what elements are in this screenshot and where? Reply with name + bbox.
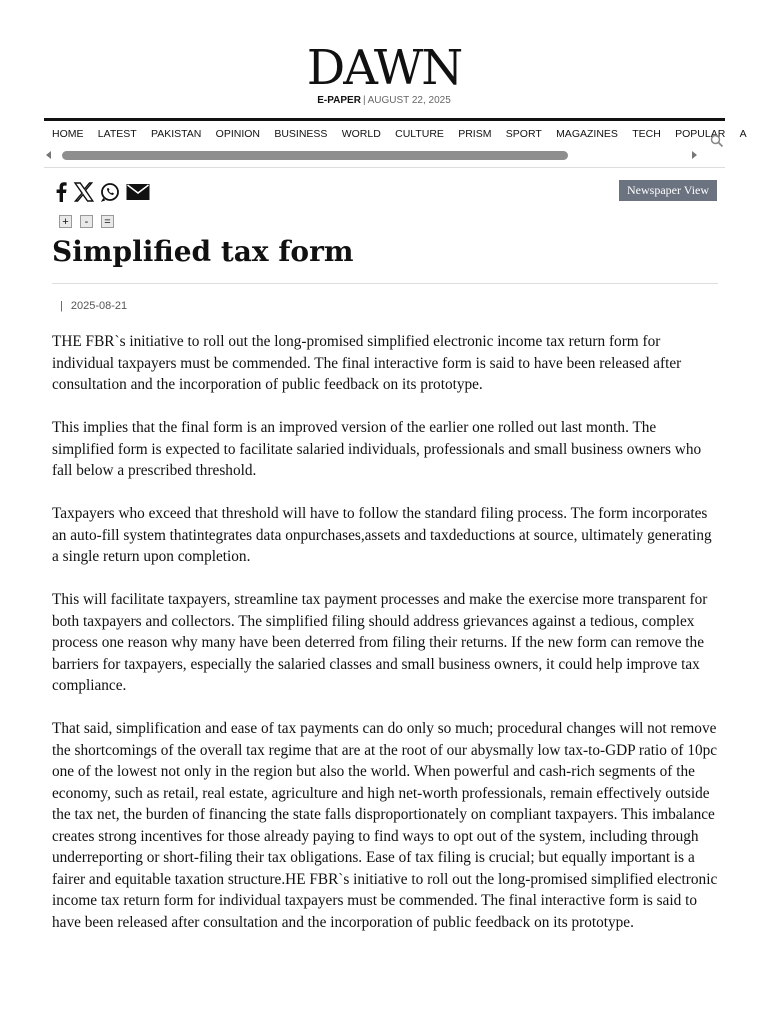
nav-item-popular[interactable]: POPULAR [675, 128, 726, 140]
nav-item-opinion[interactable]: OPINION [215, 128, 261, 140]
article-paragraph: This implies that the final form is an improved version of the earlier one rolled out last month. The simplified form is expected to facilitate salaried individuals, professionals and small business owners who fall below a prescribed threshold. [52, 419, 702, 479]
facebook-icon[interactable] [54, 182, 68, 202]
nav-item-home[interactable]: HOME [52, 128, 84, 140]
edition-date: AUGUST 22, 2025 [367, 95, 451, 106]
article-paragraph: This will facilitate taxpayers, streamline tax payment processes and make the exercise more transparent for both taxpayers and collectors. The simplified filing should address grievances against a tedious, complex process one reason why many have been deterred from filing their returns. If the new form can remove the barriers for taxpayers, especially the salaried classes and small business owners, it could help improve tax compliance. [52, 591, 708, 694]
article-paragraph: THE FBR`s initiative to roll out the long-promised simplified electronic income tax return form for individual taxpayers must be commended. The final interactive form is said to have been released after consultation and the incorporation of public feedback on its prototype. [52, 333, 682, 393]
nav-item-sport[interactable]: SPORT [505, 128, 542, 140]
article-meta [60, 300, 127, 312]
email-icon[interactable] [126, 183, 150, 201]
article-paragraph: That said, simplification and ease of tax payments can do only so much; procedural changes will not remove the shortcomings of the overall tax regime that are at the root of our abysmally low tax-to-GDP ratio of 10pc one of the lowest not only in the region but also the world. When powerful and cash-rich segments of the economy, such as retail, real estate, agriculture and high net-worth professionals, remain effectively outside the tax net, the burden of financing the state falls disproportionately on compliant taxpayers. This imbalance creates strong incentives for those already paying to find ways to opt out of the system, including through underreporting or short-filing their tax obligations. Ease of tax filing is crucial; but equally important is a fairer and equitable taxation structure.HE FBR`s initiative to roll out the long-promised simplified electronic income tax return form for individual taxpayers must be commended. The final interactive form is said to have been released after consultation and the incorporation of public feedback on its prototype. [52, 720, 718, 931]
title-divider [52, 283, 718, 284]
dawn-logo[interactable]: DAWN [306, 40, 462, 96]
scroll-right-arrow-icon[interactable] [692, 151, 697, 159]
x-icon[interactable] [74, 182, 94, 202]
nav-item-prism[interactable]: PRISM [458, 128, 492, 140]
nav-item-magazines[interactable]: MAGAZINES [556, 128, 618, 140]
article-date: 2025-08-21 [70, 300, 128, 312]
nav-item-world[interactable]: WORLD [341, 128, 381, 140]
share-bar [54, 182, 150, 202]
search-icon[interactable] [710, 134, 724, 148]
scroll-left-arrow-icon[interactable] [46, 151, 51, 159]
article-paragraph: Taxpayers who exceed that threshold will have to follow the standard filing process. The form incorporates an auto-fill system thatintegrates data onpurchases,assets and taxdeductions at source, ultimately generating a single return upon completion. [52, 505, 712, 565]
scroll-thumb[interactable] [62, 151, 568, 160]
main-nav [52, 128, 747, 142]
edition-separator: | [362, 95, 366, 106]
font-increase-button[interactable]: + [59, 215, 72, 228]
edition-label: E-PAPER [317, 95, 361, 106]
nav-item-culture[interactable]: CULTURE [395, 128, 444, 140]
font-decrease-button[interactable]: - [80, 215, 93, 228]
article-title: Simplified tax form [52, 235, 354, 268]
article-body [52, 331, 718, 955]
font-reset-button[interactable]: = [101, 215, 114, 228]
newspaper-view-button[interactable]: Newspaper View [619, 180, 717, 201]
nav-scrollbar[interactable] [44, 149, 704, 163]
nav-item-a[interactable]: A [739, 128, 747, 140]
meta-separator: | [60, 300, 63, 312]
nav-item-latest[interactable]: LATEST [97, 128, 137, 140]
edition-line [0, 95, 768, 106]
nav-bottom-rule [44, 167, 725, 168]
nav-item-pakistan[interactable]: PAKISTAN [151, 128, 202, 140]
nav-item-business[interactable]: BUSINESS [274, 128, 328, 140]
whatsapp-icon[interactable] [100, 182, 120, 202]
nav-item-tech[interactable]: TECH [632, 128, 661, 140]
nav-top-rule [44, 118, 725, 121]
font-size-controls [59, 215, 114, 228]
